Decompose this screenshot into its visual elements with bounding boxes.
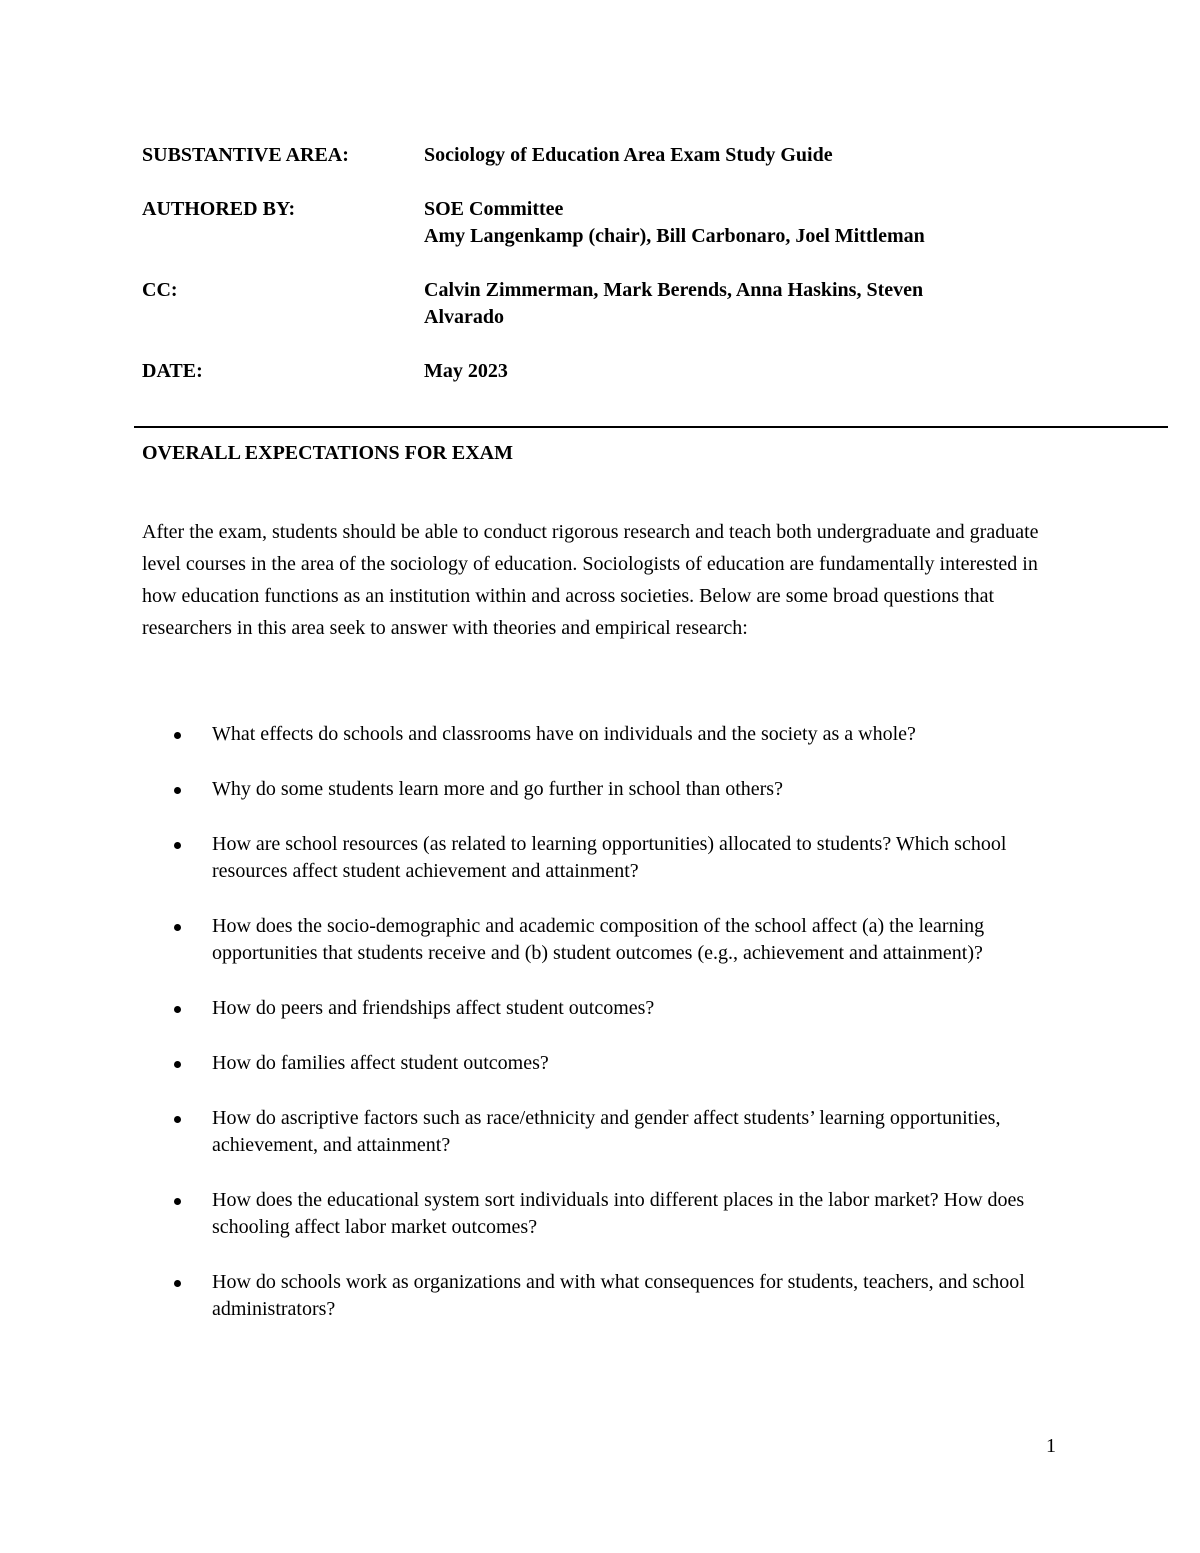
- memo-value-line: Calvin Zimmerman, Mark Berends, Anna Haskins, Steven: [424, 279, 924, 301]
- memo-value-line: Amy Langenkamp (chair), Bill Carbonaro, Joel Mittleman: [424, 225, 925, 247]
- bullet-icon: [174, 1280, 181, 1287]
- list-item: [142, 1187, 1062, 1241]
- memo-value-line: SOE Committee: [424, 198, 564, 220]
- list-item: [142, 1050, 1062, 1077]
- bullet-icon: [174, 1116, 181, 1123]
- memo-value: [424, 142, 1024, 169]
- list-item: [142, 1105, 1062, 1159]
- question-text: What effects do schools and classrooms have on individuals and the society as a whole?: [212, 723, 916, 745]
- memo-row-authored-by: [142, 196, 1102, 250]
- memo-label: SUBSTANTIVE AREA:: [142, 144, 349, 166]
- memo-label: DATE:: [142, 360, 203, 382]
- memo-value: [424, 196, 1024, 250]
- question-text: How are school resources (as related to learning opportunities) allocated to students? Which school resources affect student achievement and attainment?: [212, 833, 1007, 882]
- bullet-icon: [174, 924, 181, 931]
- memo-label: AUTHORED BY:: [142, 198, 296, 220]
- bullet-icon: [174, 842, 181, 849]
- bullet-icon: [174, 732, 181, 739]
- list-item: [142, 721, 1062, 748]
- list-item: [142, 995, 1062, 1022]
- memo-row-substantive-area: [142, 142, 1102, 169]
- list-item: [142, 776, 1062, 803]
- memo-row-date: [142, 358, 1102, 385]
- page-number: 1: [1046, 1435, 1056, 1457]
- question-list: [142, 721, 1062, 1351]
- bullet-icon: [174, 1061, 181, 1068]
- intro-paragraph: After the exam, students should be able to conduct rigorous research and teach both undergraduate and graduate level courses in the area of the sociology of education. Sociologists of education are fundamentally interested in how education functions as an institution within and across societies. Below are some broad questions that researchers in this area seek to answer with theories and empirical research:: [142, 521, 1039, 639]
- list-item: [142, 1269, 1062, 1323]
- memo-value: [424, 277, 1024, 331]
- memo-value: [424, 358, 1024, 385]
- section-heading: OVERALL EXPECTATIONS FOR EXAM: [142, 442, 513, 464]
- memo-value-line: Sociology of Education Area Exam Study Guide: [424, 144, 833, 166]
- question-text: How do families affect student outcomes?: [212, 1052, 549, 1074]
- memo-row-cc: [142, 277, 1102, 331]
- bullet-icon: [174, 787, 181, 794]
- question-text: How does the educational system sort individuals into different places in the labor market? How does schooling affect labor market outcomes?: [212, 1189, 1025, 1238]
- question-text: How do peers and friendships affect student outcomes?: [212, 997, 655, 1019]
- memo-header: [142, 142, 1102, 412]
- question-text: How do ascriptive factors such as race/ethnicity and gender affect students’ learning opportunities, achievement, and attainment?: [212, 1107, 1001, 1156]
- question-text: Why do some students learn more and go further in school than others?: [212, 778, 783, 800]
- list-item: [142, 831, 1062, 885]
- memo-value-line: May 2023: [424, 360, 508, 382]
- list-item: [142, 913, 1062, 967]
- memo-label: CC:: [142, 279, 178, 301]
- bullet-icon: [174, 1198, 181, 1205]
- question-text: How do schools work as organizations and with what consequences for students, teachers, and school administrators?: [212, 1271, 1025, 1320]
- memo-value-line: Alvarado: [424, 306, 504, 328]
- bullet-icon: [174, 1006, 181, 1013]
- horizontal-rule: [134, 426, 1168, 428]
- question-text: How does the socio-demographic and academic composition of the school affect (a) the learning opportunities that students receive and (b) student outcomes (e.g., achievement and attainment)?: [212, 915, 985, 964]
